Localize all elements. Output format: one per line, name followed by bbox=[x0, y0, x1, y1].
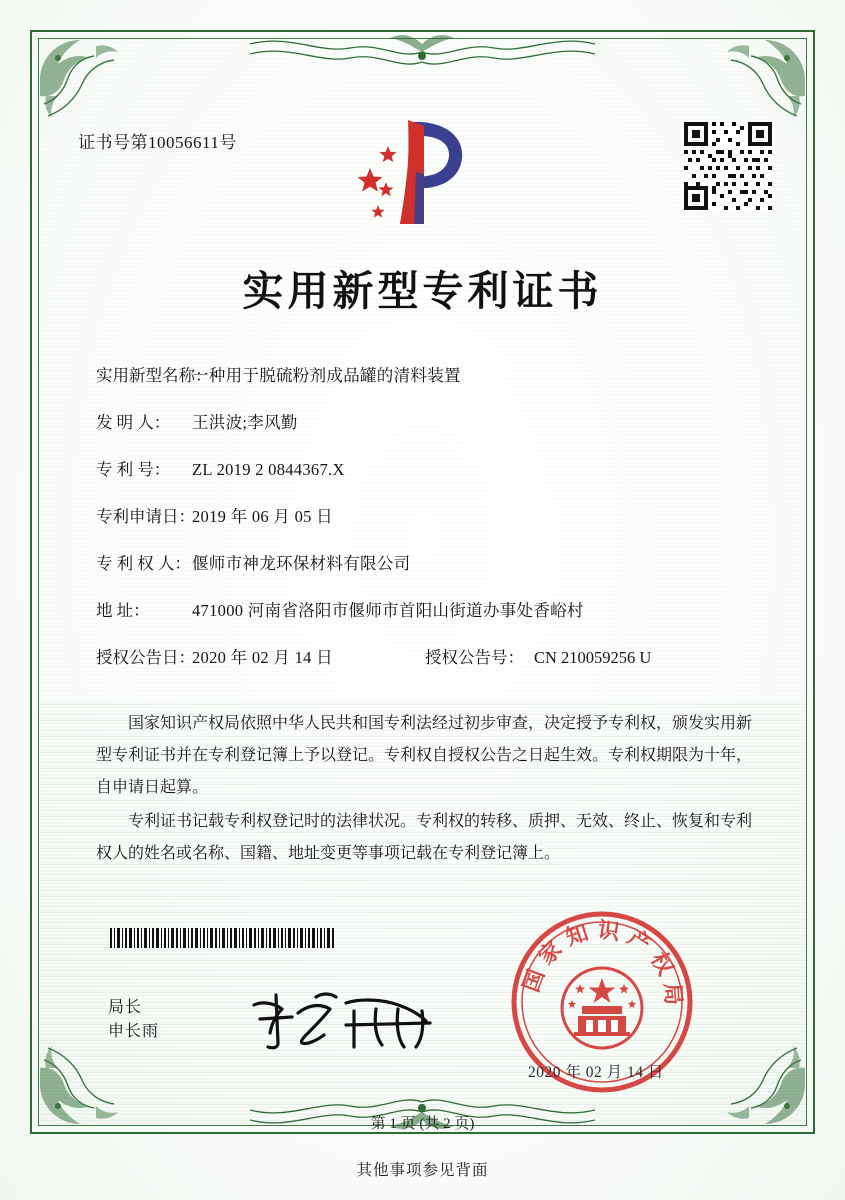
handwritten-signature-icon bbox=[246, 985, 446, 1055]
field-patent-number bbox=[96, 456, 756, 480]
field-label-secondary: 授权公告号： bbox=[425, 648, 524, 667]
svg-text:国家知识产权局: 国家知识产权局 bbox=[518, 916, 687, 1013]
field-list bbox=[96, 362, 756, 691]
field-value-secondary: CN 210059256 U bbox=[534, 648, 652, 667]
legal-text bbox=[96, 708, 752, 872]
director-title-label: 局长 bbox=[108, 999, 143, 1016]
corner-flourish-icon bbox=[34, 34, 130, 130]
field-label: 专利申请日： bbox=[96, 507, 195, 526]
cnipa-patent-emblem-icon bbox=[352, 112, 480, 232]
field-grant-announcement bbox=[96, 644, 756, 668]
field-inventor bbox=[96, 409, 756, 433]
field-value: 2020 年 02 月 14 日 bbox=[192, 648, 333, 667]
field-value: 471000 河南省洛阳市偃师市首阳山街道办事处香峪村 bbox=[192, 601, 584, 620]
footer-note: 其他事项参见背面 bbox=[356, 1162, 489, 1179]
top-edge-ornament-icon bbox=[250, 30, 595, 76]
field-value: 王洪波;李风勤 bbox=[192, 413, 298, 432]
director-name-label: 申长雨 bbox=[108, 1023, 160, 1040]
field-value: 2019 年 06 月 05 日 bbox=[192, 507, 333, 526]
field-label: 实用新型名称： bbox=[96, 366, 212, 385]
field-label: 专 利 权 人： bbox=[96, 554, 191, 573]
field-label: 授权公告日： bbox=[96, 648, 195, 667]
field-value: 一种用于脱硫粉剂成品罐的清料装置 bbox=[192, 366, 461, 385]
certificate-number: 证书号第10056611号 bbox=[78, 133, 237, 152]
qr-code-icon bbox=[682, 120, 774, 212]
paragraph: 专利证书记载专利权登记时的法律状况。专利权的转移、质押、无效、终止、恢复和专利权人的姓名或名称、国籍、地址变更等事项记载在专利登记簿上。 bbox=[96, 813, 753, 862]
page-title: 实用新型专利证书 bbox=[242, 268, 603, 314]
field-value: ZL 2019 2 0844367.X bbox=[192, 460, 345, 479]
field-address bbox=[96, 597, 756, 621]
field-label: 发 明 人： bbox=[96, 413, 171, 432]
field-label: 专 利 号： bbox=[96, 460, 171, 479]
page-number: 第 1 页 (共 2 页) bbox=[370, 1116, 475, 1132]
paragraph: 国家知识产权局依照中华人民共和国专利法经过初步审查，决定授予专利权，颁发实用新型专利证书并在专利登记簿上予以登记。专利权自授权公告之日起生效。专利权期限为十年，自申请日起算。 bbox=[96, 715, 753, 796]
field-value: 偃师市神龙环保材料有限公司 bbox=[192, 554, 411, 573]
seal-date: 2020 年 02 月 14 日 bbox=[528, 1064, 664, 1081]
corner-flourish-icon bbox=[715, 34, 811, 130]
field-application-date bbox=[96, 503, 756, 527]
barcode-icon bbox=[110, 928, 334, 948]
signature-block bbox=[108, 996, 159, 1044]
field-utility-model-name bbox=[96, 362, 756, 386]
field-label: 地 址： bbox=[96, 601, 150, 620]
field-patentee bbox=[96, 550, 756, 574]
